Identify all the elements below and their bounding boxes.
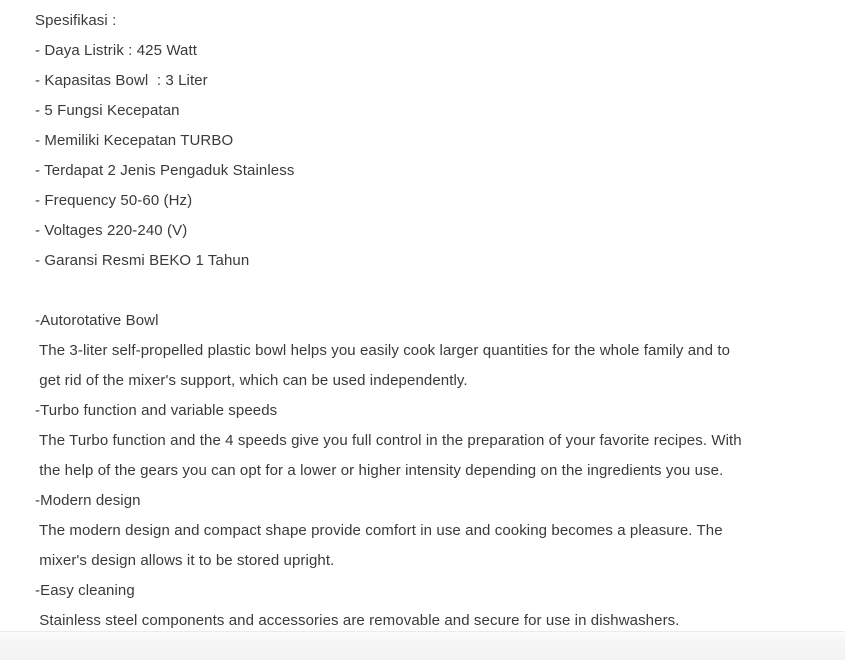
spec-title: Spesifikasi : bbox=[35, 12, 117, 29]
feature-text-line: The 3-liter self-propelled plastic bowl helps you easily cook larger quantities for the whole family and to bbox=[35, 342, 731, 359]
blank-line bbox=[35, 276, 845, 306]
feature-text-line: mixer's design allows it to be stored upright. bbox=[35, 552, 335, 569]
feature-text-line: Stainless steel components and accessories are removable and secure for use in dishwashers. bbox=[35, 612, 680, 629]
feature-text-line: The Turbo function and the 4 speeds give you full control in the preparation of your favorite recipes. With bbox=[35, 432, 742, 449]
feature-text-line: The modern design and compact shape provide comfort in use and cooking becomes a pleasure. The bbox=[35, 522, 723, 539]
feature-text-line: the help of the gears you can opt for a lower or higher intensity depending on the ingredients you use. bbox=[35, 462, 724, 479]
spec-item-fungsi-kecepatan: - 5 Fungsi Kecepatan bbox=[35, 102, 180, 119]
product-description-text bbox=[35, 6, 845, 636]
spec-item-frequency: - Frequency 50-60 (Hz) bbox=[35, 192, 193, 209]
feature-text-line: get rid of the mixer's support, which can be used independently. bbox=[35, 372, 468, 389]
section-divider-strip bbox=[0, 631, 845, 660]
feature-heading-modern-design: -Modern design bbox=[35, 492, 141, 509]
spec-item-garansi: - Garansi Resmi BEKO 1 Tahun bbox=[35, 252, 250, 269]
spec-item-voltages: - Voltages 220-240 (V) bbox=[35, 222, 188, 239]
spec-item-kecepatan-turbo: - Memiliki Kecepatan TURBO bbox=[35, 132, 234, 149]
feature-heading-turbo-function: -Turbo function and variable speeds bbox=[35, 402, 278, 419]
feature-heading-easy-cleaning: -Easy cleaning bbox=[35, 582, 135, 599]
spec-item-jenis-pengaduk: - Terdapat 2 Jenis Pengaduk Stainless bbox=[35, 162, 295, 179]
feature-heading-autorotative-bowl: -Autorotative Bowl bbox=[35, 312, 159, 329]
spec-item-daya-listrik: - Daya Listrik : 425 Watt bbox=[35, 42, 197, 59]
spec-item-kapasitas-bowl: - Kapasitas Bowl : 3 Liter bbox=[35, 72, 208, 89]
